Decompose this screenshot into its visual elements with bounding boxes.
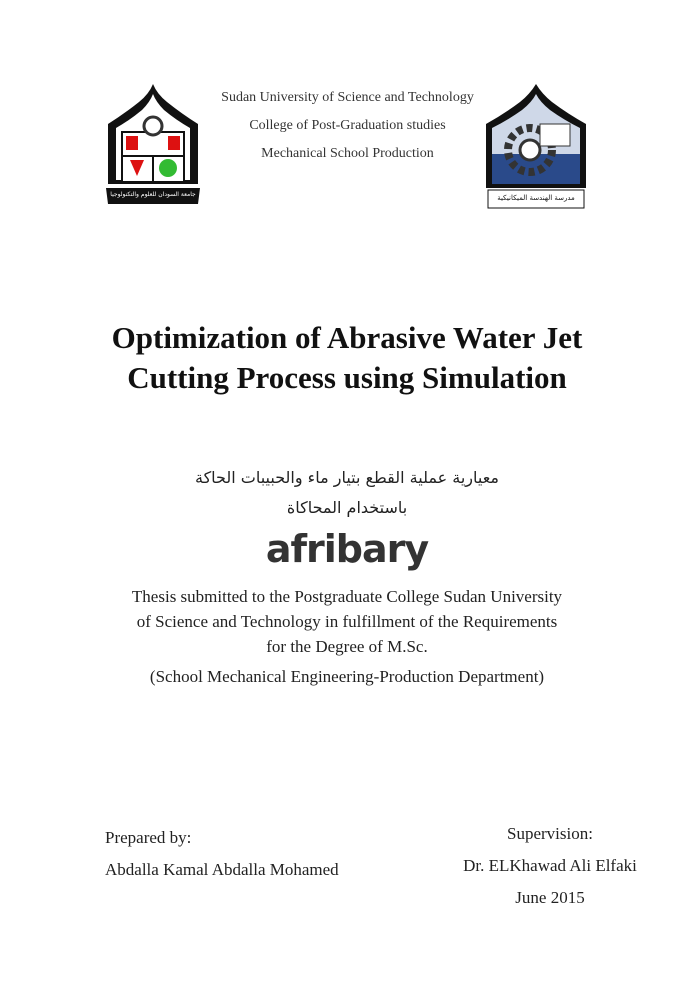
university-logo-text: جامعة السودان للعلوم والتكنولوجيا: [110, 191, 196, 198]
author-name: Abdalla Kamal Abdalla Mohamed: [105, 860, 339, 879]
thesis-statement-line1: Thesis submitted to the Postgraduate College Sudan University: [131, 587, 563, 606]
thesis-title-line1: Optimization of Abrasive Water Jet: [111, 320, 583, 355]
college-name: College of Post-Graduation studies: [249, 118, 446, 133]
supervision-label: Supervision:: [507, 824, 593, 843]
thesis-statement-line3: for the Degree of M.Sc.: [266, 637, 428, 656]
department: (School Mechanical Engineering-Production Department): [149, 667, 545, 686]
arabic-title-line1: معيارية عملية القطع بتيار ماء والحبيبات الحاكة: [194, 468, 499, 487]
school-logo-text: مدرسة الهندسة الميكانيكية: [497, 194, 575, 202]
university-name: Sudan University of Science and Technology: [221, 90, 474, 105]
school-name: Mechanical School Production: [261, 146, 434, 161]
thesis-title-line2: Cutting Process using Simulation: [127, 360, 567, 395]
university-logo: [104, 84, 202, 208]
school-logo: [484, 84, 588, 212]
afribary-watermark: afribary: [265, 527, 429, 571]
thesis-statement-line2: of Science and Technology in fulfillment of the Requirements: [136, 612, 558, 631]
supervisor-name: Dr. ELKhawad Ali Elfaki: [463, 856, 637, 875]
prepared-by-label: Prepared by:: [105, 828, 192, 847]
arabic-title-line2: باستخدام المحاكاة: [286, 498, 408, 517]
submission-date: June 2015: [515, 888, 585, 907]
